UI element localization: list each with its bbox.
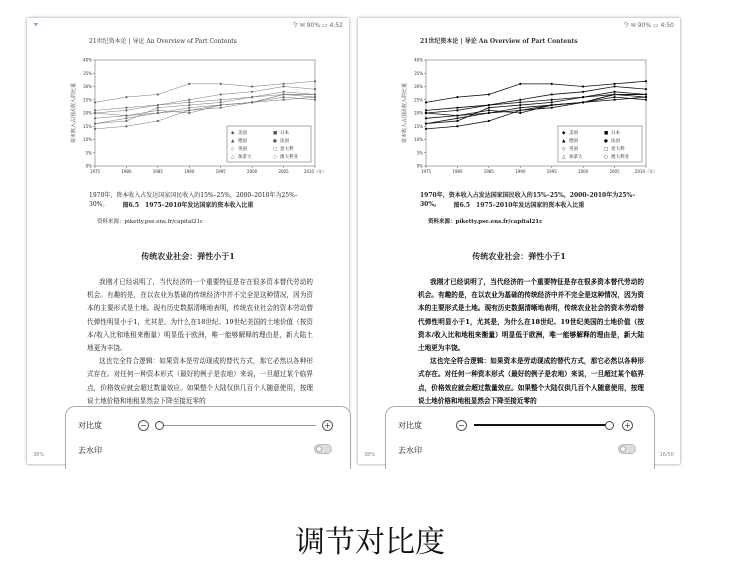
data-point <box>456 125 458 127</box>
figure-caption: 1970年，资本收入占发达国家国民收入的15%–25%，2000–2010年为25%–30%。 <box>420 192 636 208</box>
x-tick-label: 2010（年） <box>634 169 658 174</box>
book-body <box>418 276 644 408</box>
y-tick-label: 5% <box>416 150 423 156</box>
figure-title: 图6.5 1975–2010年发达国家的资本收入比重 <box>453 202 585 209</box>
legend-marker: △ <box>562 155 566 160</box>
data-point <box>251 85 253 87</box>
data-point <box>94 101 96 103</box>
data-point <box>425 101 427 103</box>
minus-icon[interactable]: − <box>456 420 467 431</box>
data-point <box>519 99 521 101</box>
legend-label: 加拿大 <box>569 155 583 160</box>
data-point <box>157 107 159 109</box>
settings-panel <box>65 406 351 469</box>
legend-marker: ◆ <box>231 131 235 136</box>
figure-source: 资料来源：piketty.pse.ens.fr/capital21c <box>428 219 543 225</box>
x-tick-label: 2005 <box>278 169 289 174</box>
data-point <box>613 96 615 98</box>
data-point <box>425 123 427 125</box>
data-point <box>488 104 490 106</box>
data-point <box>519 101 521 103</box>
legend-marker: ■ <box>273 131 278 136</box>
y-tick-label: 10% <box>83 137 92 142</box>
data-point <box>220 93 222 95</box>
y-tick-label: 40% <box>83 57 92 63</box>
data-point <box>188 104 190 106</box>
legend-marker: ▲ <box>231 139 235 144</box>
data-point <box>456 96 458 98</box>
legend-marker: ■ <box>604 131 609 136</box>
data-point <box>94 128 96 130</box>
data-point <box>125 117 127 119</box>
y-tick-label: 35% <box>414 70 423 76</box>
data-point <box>425 109 427 111</box>
paragraph: 这也完全符合逻辑：如果资本是劳动现成的替代方式，那它必然以各种形式存在。对任何一种资本形式（最好的例子是农地）来说，一旦超过某个临界点，价格效应就会超过数量效应。如果整个大陆仅供几百个人随意使用，按理说土地价格和地租显然会下降至接近零的 <box>418 357 644 405</box>
y-tick-label: 35% <box>83 70 92 76</box>
data-point <box>551 93 553 95</box>
legend-label: 美国 <box>569 131 578 136</box>
data-point <box>314 80 316 82</box>
data-point <box>456 109 458 111</box>
y-tick-label: 20% <box>414 110 423 116</box>
data-point <box>488 109 490 111</box>
data-point <box>551 101 553 103</box>
legend-marker: ● <box>273 139 277 144</box>
minus-icon[interactable]: − <box>138 420 149 431</box>
legend-label: 澳大利亚 <box>280 155 298 160</box>
line-chart <box>67 56 327 184</box>
x-tick-label: 1985 <box>483 169 494 174</box>
line-chart <box>398 56 658 184</box>
data-point <box>488 112 490 114</box>
series-line <box>426 97 646 129</box>
data-point <box>519 104 521 106</box>
contrast-slider-thumb[interactable] <box>155 421 164 430</box>
data-point <box>613 99 615 101</box>
legend-label: 法国 <box>611 139 620 144</box>
data-point <box>551 83 553 85</box>
status-right: 令 ✉ 90% ▭ 4:50 <box>622 22 674 29</box>
legend-marker: □ <box>604 147 609 152</box>
wifi-icon: ᯤ <box>33 21 39 28</box>
data-point <box>645 96 647 98</box>
data-point <box>551 99 553 101</box>
data-point <box>456 115 458 117</box>
legend-label: 法国 <box>280 139 289 144</box>
section-title: 传统农业社会：弹性小于1 <box>141 251 235 261</box>
y-tick-label: 0% <box>85 163 92 169</box>
data-point <box>282 91 284 93</box>
data-point <box>251 101 253 103</box>
data-point <box>282 99 284 101</box>
figure-caption: 1970年，资本收入占发达国家国民收入的15%–25%，2000–2010年为25%–30%。 <box>89 192 298 208</box>
legend-label: 英国 <box>238 147 247 152</box>
data-point <box>314 88 316 90</box>
y-tick-label: 30% <box>414 84 423 89</box>
legend-label: 日本 <box>611 131 620 136</box>
page-number: 16/50 <box>659 452 674 458</box>
data-point <box>582 96 584 98</box>
data-point <box>488 107 490 109</box>
data-point <box>314 93 316 95</box>
plus-icon[interactable]: + <box>622 420 633 431</box>
data-point <box>613 91 615 93</box>
legend-marker: ○ <box>604 155 608 160</box>
book-header: 21世纪资本论 | 导论 An Overview of Part Contents <box>89 38 237 45</box>
plus-icon[interactable]: + <box>322 420 333 431</box>
data-point <box>157 120 159 122</box>
data-point <box>551 104 553 106</box>
legend-label: 澳大利亚 <box>611 155 629 160</box>
status-bar <box>33 20 343 30</box>
status-bar <box>364 20 674 30</box>
contrast-slider-fill[interactable] <box>474 424 608 426</box>
data-point <box>125 96 127 98</box>
bottom-caption: 调节对比度 <box>295 525 445 560</box>
series-line <box>95 94 315 118</box>
data-point <box>157 104 159 106</box>
y-axis-label: 资本收入占国民收入的比重 <box>402 82 408 144</box>
data-point <box>645 80 647 82</box>
data-point <box>613 93 615 95</box>
x-tick-label: 1980 <box>121 169 132 174</box>
watermark-label: 去水印 <box>78 446 102 455</box>
reader-screen-after <box>358 18 680 464</box>
data-point <box>425 112 427 114</box>
legend-marker: ◇ <box>562 147 566 152</box>
legend-marker: ◆ <box>562 131 566 136</box>
data-point <box>157 109 159 111</box>
reader-screen-before <box>27 18 349 464</box>
data-point <box>94 117 96 119</box>
y-tick-label: 20% <box>83 110 92 116</box>
data-point <box>456 107 458 109</box>
legend-marker: ▲ <box>562 139 566 144</box>
paragraph: 这也完全符合逻辑：如果资本是劳动现成的替代方式，那它必然以各种形式存在。对任何一种资本形式（最好的例子是农地）来说，一旦超过某个临界点，价格效应就会超过数量效应。如果整个大陆仅供几百个人随意使用，按理说土地价格和地租显然会下降至接近零的 <box>87 357 313 405</box>
data-point <box>220 101 222 103</box>
data-point <box>519 109 521 111</box>
legend-marker: □ <box>273 147 278 152</box>
book-header: 21世纪资本论 | 导论 An Overview of Part Contents <box>420 38 578 45</box>
watermark-toggle[interactable] <box>314 444 332 454</box>
data-point <box>613 83 615 85</box>
legend-label: 意大利 <box>611 147 625 152</box>
status-right: 令 ✉ 90% ▭ 4:52 <box>291 22 343 29</box>
contrast-slider-thumb[interactable] <box>605 421 614 430</box>
book-body <box>87 276 313 408</box>
y-tick-label: 30% <box>83 84 92 89</box>
legend-marker: △ <box>231 155 235 160</box>
legend-label: 日本 <box>280 131 289 136</box>
figure-title: 图6.5 1975–2010年发达国家的资本收入比重 <box>122 202 254 209</box>
y-tick-label: 15% <box>414 123 423 129</box>
data-point <box>188 109 190 111</box>
data-point <box>582 85 584 87</box>
data-point <box>519 83 521 85</box>
data-point <box>645 99 647 101</box>
x-tick-label: 1990 <box>184 169 195 174</box>
data-point <box>282 96 284 98</box>
legend-label: 加拿大 <box>238 155 252 160</box>
data-point <box>582 101 584 103</box>
y-tick-label: 25% <box>83 97 92 103</box>
data-point <box>314 99 316 101</box>
data-point <box>188 101 190 103</box>
data-point <box>94 123 96 125</box>
legend-label: 美国 <box>238 131 247 136</box>
x-tick-label: 2000 <box>578 169 589 174</box>
paragraph: 我刚才已经说明了，当代经济的一个重要特征是存在很多资本替代劳动的机会。有趣的是，在以农业为基础的传统经济中并不完全是这种情况，因为资本的主要形式是土地。现有历史数据清晰地表明，传统农业社会的资本劳动替代弹性明显小于1，尤其是，为什么在18世纪、19世纪美国的土地价值（按资本/收入比和地租来衡量）明显低于欧洲，唯一能够解释的理由是，新大陆土地更为丰饶。 <box>418 278 644 353</box>
data-point <box>188 83 190 85</box>
data-point <box>488 93 490 95</box>
series-line <box>95 97 315 129</box>
x-tick-label: 1975 <box>89 169 101 174</box>
y-tick-label: 10% <box>414 137 423 142</box>
data-point <box>125 120 127 122</box>
x-tick-label: 1985 <box>152 169 163 174</box>
contrast-label: 对比度 <box>78 421 102 430</box>
data-point <box>456 117 458 119</box>
y-tick-label: 25% <box>414 97 423 103</box>
data-point <box>314 96 316 98</box>
settings-panel <box>385 406 655 469</box>
x-tick-label: 1975 <box>420 169 432 174</box>
legend-label: 德国 <box>238 139 247 144</box>
data-point <box>94 109 96 111</box>
paragraph: 我刚才已经说明了，当代经济的一个重要特征是存在很多资本替代劳动的机会。有趣的是，在以农业为基础的传统经济中并不完全是这种情况，因为资本的主要形式是土地。现有历史数据清晰地表明，传统农业社会的资本劳动替代弹性明显小于1，尤其是，为什么在18世纪、19世纪美国的土地价值（按资本/收入比和地租来衡量）明显低于欧洲，唯一能够解释的理由是，新大陆土地更为丰饶。 <box>87 278 313 353</box>
data-point <box>157 112 159 114</box>
y-axis-label: 资本收入占国民收入的比重 <box>71 82 77 144</box>
legend-marker: ● <box>604 139 608 144</box>
legend-label: 意大利 <box>280 147 294 152</box>
data-point <box>251 96 253 98</box>
data-point <box>125 115 127 117</box>
data-point <box>220 104 222 106</box>
x-tick-label: 1995 <box>546 169 557 174</box>
data-point <box>157 93 159 95</box>
data-point <box>425 128 427 130</box>
data-point <box>188 112 190 114</box>
contrast-label: 对比度 <box>398 421 422 430</box>
data-point <box>220 83 222 85</box>
y-tick-label: 40% <box>414 57 423 63</box>
y-tick-label: 0% <box>416 163 423 169</box>
data-point <box>125 125 127 127</box>
data-point <box>282 83 284 85</box>
data-point <box>582 91 584 93</box>
y-tick-label: 5% <box>85 150 92 156</box>
reading-progress: 38% <box>33 452 45 458</box>
data-point <box>425 117 427 119</box>
figure-source: 资料来源：piketty.pse.ens.fr/capital21c <box>97 219 204 225</box>
section-title: 传统农业社会：弹性小于1 <box>472 251 566 261</box>
data-point <box>519 112 521 114</box>
watermark-toggle[interactable] <box>618 444 636 454</box>
reading-progress: 38% <box>364 452 376 458</box>
x-tick-label: 2005 <box>609 169 620 174</box>
data-point <box>94 112 96 114</box>
series-line <box>426 94 646 118</box>
x-tick-label: 2000 <box>247 169 258 174</box>
data-point <box>551 107 553 109</box>
data-point <box>456 120 458 122</box>
x-tick-label: 1990 <box>515 169 526 174</box>
x-tick-label: 1980 <box>452 169 463 174</box>
legend-marker: ○ <box>273 155 277 160</box>
data-point <box>188 107 190 109</box>
legend-marker: ◇ <box>231 147 235 152</box>
watermark-label: 去水印 <box>398 446 422 455</box>
data-point <box>645 88 647 90</box>
data-point <box>519 107 521 109</box>
data-point <box>125 109 127 111</box>
data-point <box>613 85 615 87</box>
data-point <box>220 107 222 109</box>
x-tick-label: 1995 <box>215 169 226 174</box>
x-tick-label: 2010（年） <box>303 169 327 174</box>
data-point <box>188 99 190 101</box>
y-tick-label: 15% <box>83 123 92 129</box>
legend-label: 英国 <box>569 147 578 152</box>
series-line <box>95 81 315 102</box>
data-point <box>645 93 647 95</box>
data-point <box>282 93 284 95</box>
data-point <box>220 99 222 101</box>
legend-label: 德国 <box>569 139 578 144</box>
data-point <box>488 120 490 122</box>
data-point <box>125 107 127 109</box>
data-point <box>282 85 284 87</box>
contrast-slider-track[interactable] <box>156 425 316 426</box>
data-point <box>251 91 253 93</box>
